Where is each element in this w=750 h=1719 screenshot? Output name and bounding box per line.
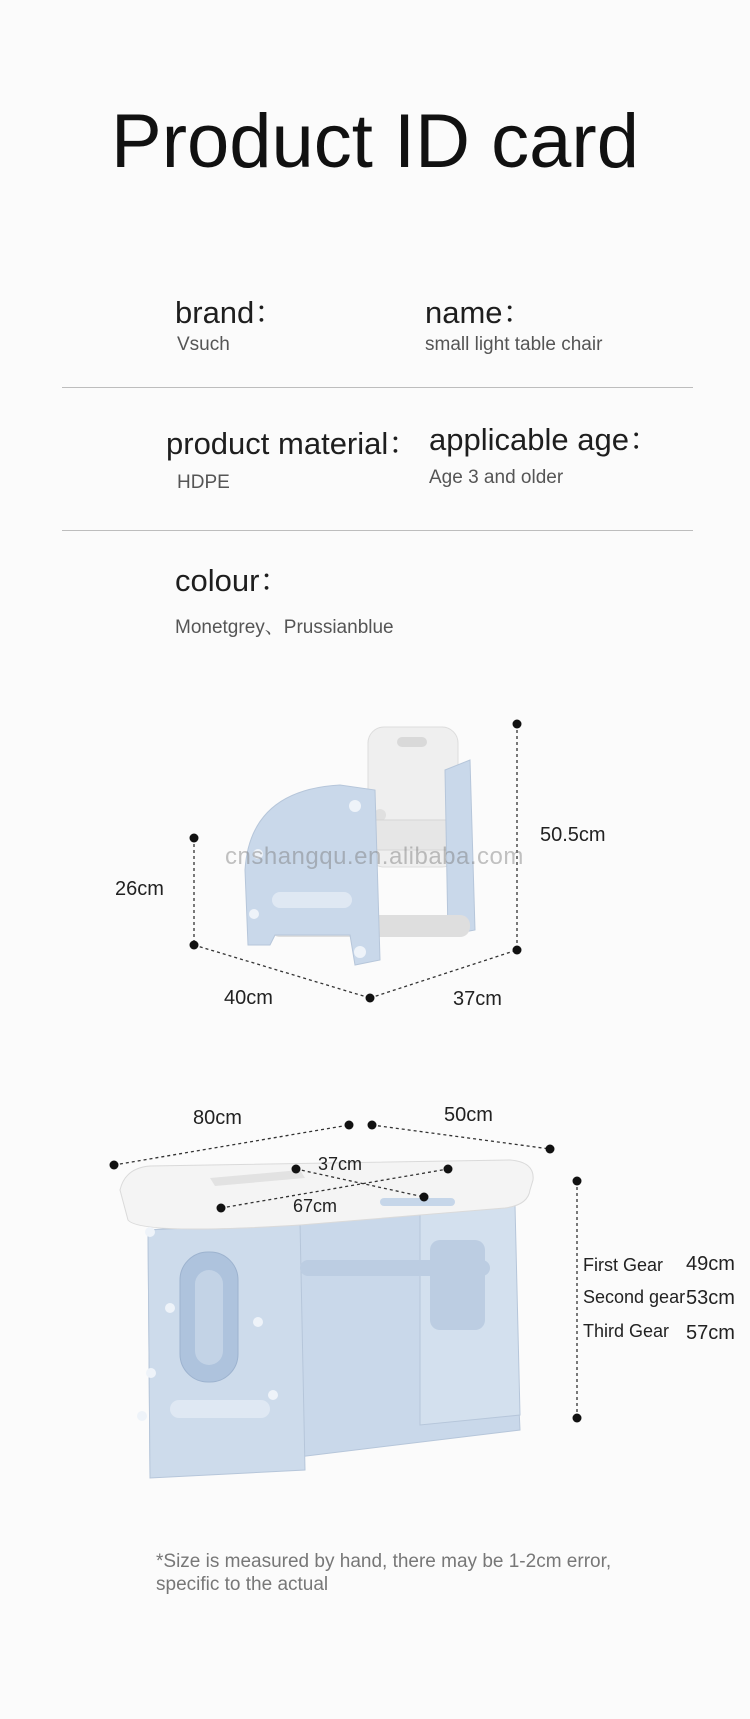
gear-value: 53cm: [686, 1287, 735, 1309]
material-value: HDPE: [177, 472, 230, 493]
brand-label: brand：: [175, 295, 286, 330]
gear-label: Second gear: [583, 1287, 686, 1307]
gear-value: 57cm: [686, 1322, 735, 1344]
gear-value: 49cm: [686, 1253, 735, 1275]
brand-value: Vsuch: [177, 334, 230, 355]
gear-label: First Gear: [583, 1255, 664, 1275]
chair-seat-height-label: 26cm: [115, 878, 164, 900]
gear-label: Third Gear: [583, 1321, 670, 1341]
table-inner-width-label: 37cm: [318, 1154, 363, 1174]
page-title: Product ID card: [111, 99, 639, 184]
colour-label: colour：: [175, 563, 291, 598]
table-inner-length-label: 67cm: [293, 1196, 338, 1216]
table-width-label: 50cm: [444, 1104, 493, 1126]
table-length-label: 80cm: [193, 1107, 242, 1129]
colour-value: Monetgrey、Prussianblue: [175, 617, 394, 638]
size-note: *Size is measured by hand, there may be 1-2cm error, specific to the actual: [156, 1551, 612, 1595]
chair-height-label: 50.5cm: [540, 824, 606, 846]
chair-width-label: 40cm: [224, 987, 273, 1009]
chair-depth-label: 37cm: [453, 988, 502, 1010]
watermark: cnshangqu.en.alibaba.com: [225, 843, 524, 870]
age-value: Age 3 and older: [429, 467, 564, 488]
age-label: applicable age：: [429, 422, 660, 457]
name-label: name：: [425, 295, 534, 330]
name-value: small light table chair: [425, 334, 603, 355]
material-label: product material：: [166, 426, 420, 461]
